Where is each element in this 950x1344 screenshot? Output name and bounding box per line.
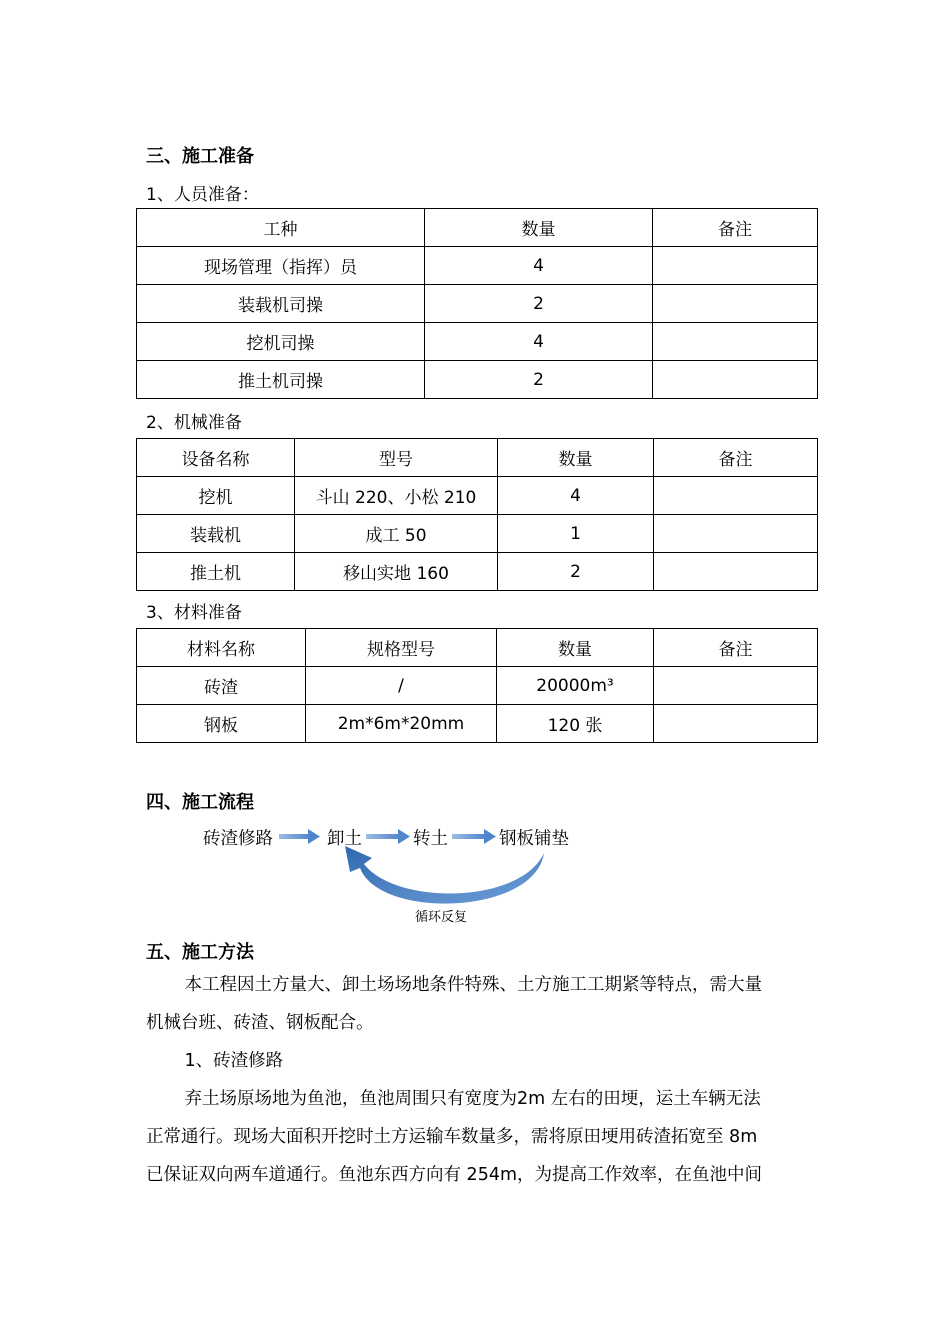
loop-label: 循环反复: [415, 910, 468, 925]
paragraph-line: 弃土场原场地为鱼池，鱼池周围只有宽度为2m 左右的田埂，运土车辆无法: [184, 1089, 761, 1109]
flow-step-1: 砖渣修路: [203, 829, 273, 849]
table-cell: 移山实地 160: [295, 553, 498, 591]
flow-step-4: 钢板铺垫: [499, 829, 569, 849]
loop-arrow-icon: [345, 846, 544, 904]
table-cell: 2m*6m*20mm: [306, 705, 497, 743]
table-cell: 现场管理（指挥）员: [137, 247, 425, 285]
section-3-title: 三、施工准备: [146, 146, 254, 167]
table-cell: 挖机: [137, 477, 295, 515]
table-cell: 装载机: [137, 515, 295, 553]
header-cell: 设备名称: [137, 439, 295, 477]
table-cell: 钢板: [137, 705, 306, 743]
table-cell: 2: [425, 361, 653, 399]
header-cell: 数量: [425, 209, 653, 247]
arrow-right-icon: [452, 829, 496, 844]
table-cell: 推土机: [137, 553, 295, 591]
table-cell: 2: [498, 553, 654, 591]
section-5-title: 五、施工方法: [146, 942, 254, 963]
table-cell: 挖机司操: [137, 323, 425, 361]
header-cell: 材料名称: [137, 629, 306, 667]
table-cell: /: [306, 667, 497, 705]
header-cell: 备注: [654, 629, 818, 667]
arrow-right-icon: [279, 829, 320, 844]
table-cell: 斗山 220、小松 210: [295, 477, 498, 515]
subheading-brick-road: 1、砖渣修路: [184, 1051, 284, 1071]
table-cell: 4: [425, 323, 653, 361]
machinery-heading: 2、机械准备: [146, 413, 242, 433]
materials-heading: 3、材料准备: [146, 603, 242, 623]
personnel-heading: 1、人员准备：: [146, 185, 259, 205]
paragraph-line: 已保证双向两车道通行。鱼池东西方向有 254m，为提高工作效率，在鱼池中间: [146, 1165, 763, 1185]
header-cell: 型号: [295, 439, 498, 477]
table-cell: 装载机司操: [137, 285, 425, 323]
paragraph-line: 机械台班、砖渣、钢板配合。: [146, 1013, 374, 1033]
flow-step-2: 卸土: [327, 829, 362, 849]
arrow-right-icon: [366, 829, 410, 844]
header-cell: 备注: [654, 439, 818, 477]
table-cell: 4: [498, 477, 654, 515]
intro-paragraph: [146, 966, 826, 1194]
table-cell: 120 张: [497, 705, 654, 743]
paragraph-line: 本工程因土方量大、卸土场场地条件特殊、土方施工工期紧等特点，需大量: [184, 975, 762, 995]
table-cell: 砖渣: [137, 667, 306, 705]
header-cell: 备注: [653, 209, 818, 247]
header-cell: 数量: [498, 439, 654, 477]
table-cell: 4: [425, 247, 653, 285]
header-cell: 规格型号: [306, 629, 497, 667]
paragraph-line: 正常通行。现场大面积开挖时土方运输车数量多，需将原田埂用砖渣拓宽至 8m: [146, 1127, 758, 1147]
flow-step-3: 转土: [413, 829, 448, 849]
table-cell: 推土机司操: [137, 361, 425, 399]
table-cell: 1: [498, 515, 654, 553]
header-cell: 工种: [137, 209, 425, 247]
section-4-title: 四、施工流程: [146, 792, 254, 813]
table-cell: 2: [425, 285, 653, 323]
header-cell: 数量: [497, 629, 654, 667]
table-cell: 成工 50: [295, 515, 498, 553]
table-cell: 20000m³: [497, 667, 654, 705]
